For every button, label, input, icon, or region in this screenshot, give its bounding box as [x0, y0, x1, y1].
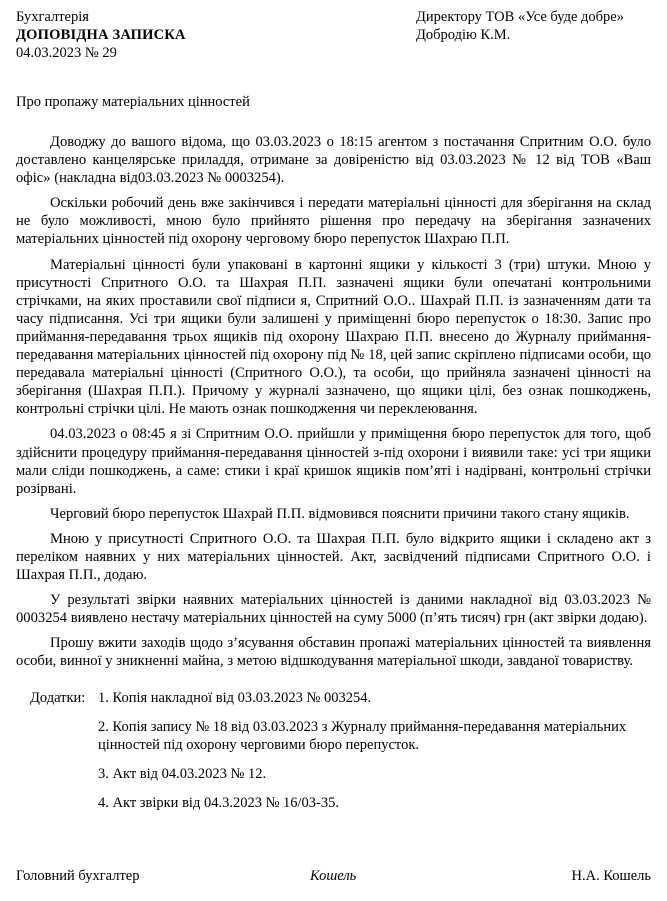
- document-subject: Про пропажу матеріальних цінностей: [16, 94, 250, 110]
- page-title: ДОПОВІДНА ЗАПИСКА: [16, 27, 186, 43]
- list-item: 4. Акт звірки від 04.3.2023 № 16/03-35.: [98, 795, 340, 812]
- body-paragraph: Доводжу до вашого відома, що 03.03.2023 о 18:15 агентом з постачання Спритним О.О. було доставлено канцелярське приладдя, отримане за довіреністю від 03.03.2023 № 12 від ТОВ «Ваш офіс» (накладна від03.03.2023 № 0003254).: [16, 134, 651, 187]
- signer-name: Н.А. Кошель: [571, 868, 651, 884]
- attachments-section: [16, 689, 651, 813]
- signature-mark: Кошель: [310, 868, 357, 884]
- organization-unit: Бухгалтерія: [16, 9, 89, 25]
- body-paragraph: Черговий бюро перепусток Шахрай П.П. відмовився пояснити причини такого стану ящиків.: [50, 505, 630, 522]
- signature-row: [16, 867, 651, 885]
- body-paragraph: 04.03.2023 о 08:45 я зі Спритним О.О. прийшли у приміщення бюро перепусток для того, щоб здійснити процедуру приймання-передавання цінностей з-під охорони і виявили таке: усі три ящики мали сліди пошкоджень, а саме: стики і краї кришок ящиків пом’яті і надірвані, контрольні стрічки розірвані.: [16, 426, 651, 497]
- body-paragraph: У результаті звірки наявних матеріальних цінностей із даними накладної від 03.03.2023 № 0003254 виявлено нестачу матеріальних цінностей на суму 5000 (п’ять тисяч) грн (акт звірки додаю).: [16, 592, 651, 627]
- attachments-label: Додатки:: [30, 689, 86, 706]
- list-item: 1. Копія накладної від 03.03.2023 № 003254.: [98, 689, 372, 706]
- document-header: [16, 0, 651, 62]
- document-body: [16, 133, 651, 671]
- attachments-list: [16, 689, 651, 813]
- list-item: 2. Копія запису № 18 від 03.03.2023 з Журналу приймання-передавання матеріальних цінностей під охорону черговими бюро перепусток.: [98, 718, 627, 753]
- body-paragraph: Матеріальні цінності були упаковані в картонні ящики у кількості 3 (три) штуки. Мною у присутності Спритного О.О. та Шахрая П.П. зазначені ящики були опечатані контрольними стрічками, на яких проставили свої підписи я, Спритний О.О.. Шахрай П.П. із зазначенням дати та часу підписання. Усі три ящики були залишені у приміщенні бюро перепусток о 18:30. Запис про приймання-передавання трьох ящиків під охорону Шахраю П.П. внесено до Журналу приймання-передавання матеріальних цінностей під охорону під № 18, цей запис скріплено підписами особи, що передавала матеріальні цінності (Спритного О.О.), та особи, що прийняла зазначені цінності на зберігання (Шахрая П.П.). Причому у журналі зазначено, що ящики цілі, без ознак пошкоджень, контрольні стрічки цілі. Не мають ознак пошкодження чи переклеювання.: [16, 256, 651, 418]
- body-paragraph: Мною у присутності Спритного О.О. та Шахрая П.П. було відкрито ящики і складено акт з переліком наявних у них матеріальних цінностей. Акт, засвідчений підписами Спритного О.О. і Шахрая П.П., додаю.: [16, 530, 651, 584]
- header-left-block: [16, 8, 416, 62]
- list-item: 3. Акт від 04.03.2023 № 12.: [98, 766, 267, 783]
- addressee-person: Добродію К.М.: [416, 27, 511, 43]
- addressee-organization: Директору ТОВ «Усе буде добре»: [416, 9, 624, 25]
- addressee-block: [416, 8, 651, 44]
- document-date-number: 04.03.2023 № 29: [16, 45, 117, 61]
- body-paragraph: Прошу вжити заходів щодо з’ясування обставин пропажі матеріальних цінностей та виявлення особи, винної у зникненні майна, з метою відшкодування матеріальної шкоди, завданої товариству.: [16, 635, 651, 670]
- signer-position: Головний бухгалтер: [16, 868, 140, 884]
- body-paragraph: Оскільки робочий день вже закінчився і передати матеріальні цінності для зберігання на склад не було можливості, мною було прийнято рішення про передачу на зберігання зазначених матеріальних цінностей під охорону черговому бюро перепусток Шахраю П.П.: [16, 195, 651, 248]
